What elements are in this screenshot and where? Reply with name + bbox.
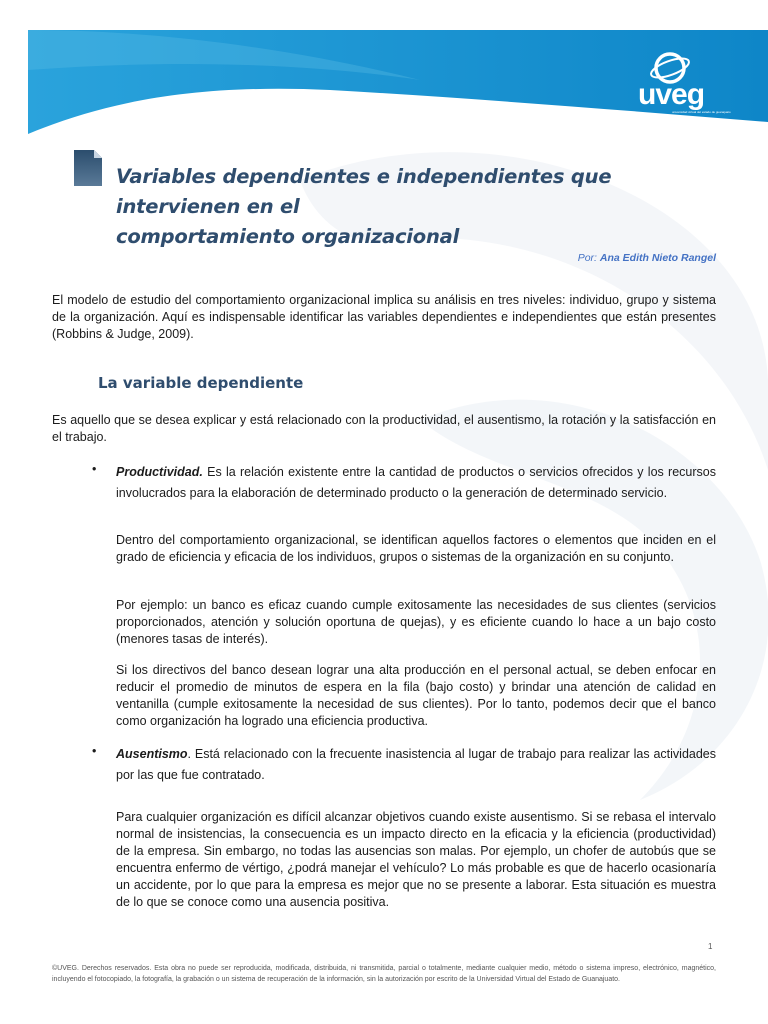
- bullet-marker: •: [92, 744, 97, 758]
- paragraph-productividad-2: Por ejemplo: un banco es eficaz cuando cumple exitosamente las necesidades de sus clientes (servicios proporcionados, atención y solución oportuna de quejas), y es eficiente cuando lo hace a un bajo costo (menores tasas de interés).: [116, 598, 716, 646]
- bullet-text: Es la relación existente entre la cantidad de productos o servicios ofrecidos y los recursos involucrados para la elaboración de determinado producto o la generación de determinado servicio.: [116, 465, 716, 500]
- logo-wordmark: uveg: [638, 78, 705, 111]
- author-line: [578, 252, 716, 264]
- bullet-marker: •: [92, 462, 97, 476]
- intro-paragraph: El modelo de estudio del comportamiento organizacional implica su análisis en tres niveles: individuo, grupo y sistema de la organización. Aquí es indispensable identificar las variables dependientes e independientes que están presentes (Robbins & Judge, 2009).: [52, 293, 716, 341]
- bullet-text: . Está relacionado con la frecuente inasistencia al lugar de trabajo para realizar las actividades por las que fue contratado.: [116, 747, 716, 782]
- title-line-2: comportamiento organizacional: [116, 225, 460, 248]
- document-title: [116, 162, 716, 252]
- document-icon: [72, 148, 104, 188]
- bullet-term: Productividad.: [116, 465, 203, 479]
- title-line-1: Variables dependientes e independientes que intervienen en el: [116, 165, 612, 218]
- paragraph-productividad-1: Dentro del comportamiento organizacional, se identifican aquellos factores o elementos que inciden en el grado de eficiencia y eficacia de los individuos, grupos o sistemas de la organización en su conjunto.: [116, 533, 716, 564]
- bullet-productividad: [116, 462, 716, 504]
- section-lead-paragraph: Es aquello que se desea explicar y está relacionado con la productividad, el ausentismo, la rotación y la satisfacción en el trabajo.: [52, 413, 716, 444]
- logo-subtitle: universidad virtual del estado de guanajuato: [672, 110, 731, 114]
- paragraph-ausentismo: Para cualquier organización es difícil alcanzar objetivos cuando existe ausentismo. Si se rebasa el intervalo normal de insistencias, la consecuencia es un impacto directo en la eficacia y la eficiencia (productividad) de la empresa. Sin embargo, no todas las ausencias son malas. Por ejemplo, un chofer de autobús que se encuentra enfermo de vértigo, ¿podrá manejar el vehículo? Lo más probable es que de hacerlo ocasionaría un accidente, por lo que para la empresa es mejor que no se presente a laborar. Esta situación es muestra de lo que se conoce como una ausencia positiva.: [116, 810, 716, 909]
- author-prefix: Por:: [577, 252, 600, 264]
- bullet-term: Ausentismo: [116, 747, 188, 761]
- page-number: 1: [708, 942, 713, 951]
- author-name: Ana Edith Nieto Rangel: [599, 252, 716, 264]
- bullet-ausentismo: [116, 744, 716, 786]
- copyright-footer: ©UVEG. Derechos reservados. Esta obra no puede ser reproducida, modificada, distribuida, ni transmitida, parcial o totalmente, mediante cualquier medio, método o sistema impreso, electrónico, magnético, incluyendo el fotocopiado, la fotografía, la grabación o un sistema de recuperación de la información, sin la autorización por escrito de la Universidad Virtual del Estado de Guanajuato.: [52, 965, 716, 983]
- paragraph-productividad-3: Si los directivos del banco desean lograr una alta producción en el personal actual, se deben enfocar en reducir el promedio de minutos de espera en la fila (bajo costo) y brindar una atención de calidad en ventanilla (cumple exitosamente la necesidad de sus clientes). Por lo tanto, podemos decir que el banco como organización ha logrado una eficiencia productiva.: [116, 663, 716, 728]
- section-heading: La variable dependiente: [98, 374, 304, 392]
